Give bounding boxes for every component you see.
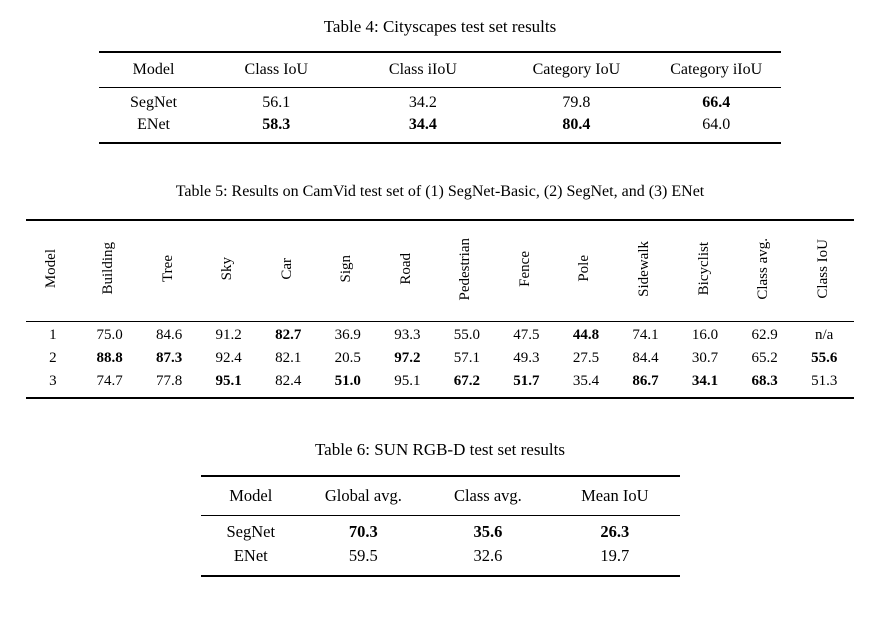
table4-cityscapes-results xyxy=(99,51,781,144)
column-header xyxy=(80,220,140,322)
column-header: Model xyxy=(201,476,302,516)
column-header xyxy=(318,220,378,322)
column-header: Class avg. xyxy=(426,476,551,516)
value-cell: 59.5 xyxy=(348,545,378,565)
model-cell: SegNet xyxy=(226,521,276,541)
value-cell: 34.2 xyxy=(408,94,437,112)
value-cell: 86.7 xyxy=(632,373,659,390)
table-row xyxy=(201,544,680,576)
value-cell: 26.3 xyxy=(600,521,630,541)
table6-caption: Table 6: SUN RGB-D test set results xyxy=(314,440,565,460)
value-cell: 66.4 xyxy=(702,94,731,112)
value-cell: 51.3 xyxy=(811,373,838,390)
rotated-column-header-label: Sign xyxy=(338,254,355,283)
table-row xyxy=(26,322,854,348)
value-cell: 65.2 xyxy=(751,350,778,367)
table4-header-row xyxy=(99,52,781,88)
value-cell: 80.4 xyxy=(562,116,591,134)
rotated-column-header-label: Pole xyxy=(576,255,593,283)
value-cell: 92.4 xyxy=(215,350,242,367)
rotated-column-header-label: Model xyxy=(43,249,60,289)
table6-header-row xyxy=(201,476,680,516)
value-cell: 20.5 xyxy=(334,350,361,367)
column-header: Class IoU xyxy=(208,52,344,88)
value-cell: 51.0 xyxy=(334,373,361,390)
model-cell: SegNet xyxy=(130,94,178,112)
rotated-column-header-label: Sidewalk xyxy=(636,240,652,297)
column-header xyxy=(794,220,854,322)
value-cell: 16.0 xyxy=(691,327,719,344)
value-cell: 27.5 xyxy=(572,350,600,367)
value-cell: 95.1 xyxy=(215,373,242,390)
value-cell: 35.4 xyxy=(572,373,600,390)
value-cell: 88.8 xyxy=(96,350,123,367)
table-row xyxy=(26,370,854,398)
value-cell: 44.8 xyxy=(572,327,600,344)
value-cell: 19.7 xyxy=(600,545,630,565)
value-cell: 68.3 xyxy=(751,373,778,390)
value-cell: 82.4 xyxy=(275,373,302,390)
table-row xyxy=(26,347,854,370)
column-header: Category iIoU xyxy=(651,52,781,88)
value-cell: 74.1 xyxy=(632,327,659,344)
rotated-column-header-label: Car xyxy=(278,257,295,280)
model-cell: ENet xyxy=(137,116,170,134)
value-cell: 67.2 xyxy=(453,373,480,390)
table5-header-row xyxy=(26,220,854,322)
value-cell: 70.3 xyxy=(348,521,378,541)
column-header xyxy=(616,220,676,322)
value-cell: 32.6 xyxy=(473,545,503,565)
value-cell: 82.1 xyxy=(275,350,302,367)
column-header xyxy=(437,220,497,322)
value-cell: 49.3 xyxy=(513,350,540,367)
value-cell: 55.0 xyxy=(453,327,480,344)
column-header: Global avg. xyxy=(301,476,426,516)
table-row xyxy=(99,88,781,115)
column-header xyxy=(556,220,616,322)
value-cell: 34.4 xyxy=(408,116,437,134)
value-cell: 35.6 xyxy=(473,521,503,541)
value-cell: 64.0 xyxy=(702,116,731,134)
value-cell: 55.6 xyxy=(811,350,838,367)
value-cell: 75.0 xyxy=(96,327,123,344)
value-cell: 93.3 xyxy=(394,327,421,344)
column-header xyxy=(139,220,199,322)
column-header xyxy=(378,220,438,322)
value-cell: n/a xyxy=(815,327,834,344)
column-header xyxy=(199,220,259,322)
table5-caption: Table 5: Results on CamVid test set of (1) SegNet-Basic, (2) SegNet, and (3) ENet xyxy=(175,183,705,201)
rotated-column-header-label: Pedestrian xyxy=(457,237,474,300)
value-cell: 79.8 xyxy=(562,94,591,112)
value-cell: 51.7 xyxy=(513,373,540,390)
value-cell: 95.1 xyxy=(394,373,421,390)
table5-camvid-results xyxy=(26,219,854,399)
value-cell: 84.6 xyxy=(156,327,183,344)
rotated-column-header-label: Building xyxy=(100,242,117,295)
column-header: Model xyxy=(99,52,208,88)
value-cell: 87.3 xyxy=(156,350,183,367)
column-header: Mean IoU xyxy=(550,476,679,516)
value-cell: 74.7 xyxy=(96,373,123,390)
value-cell: 82.7 xyxy=(275,327,302,344)
table6-sunrgbd-results xyxy=(201,475,680,577)
rotated-column-header-label: Class IoU xyxy=(814,238,831,299)
column-header xyxy=(258,220,318,322)
value-cell: 30.7 xyxy=(691,350,719,367)
value-cell: 58.3 xyxy=(262,116,291,134)
table-row xyxy=(99,114,781,143)
value-cell: 77.8 xyxy=(156,373,183,390)
model-cell: 2 xyxy=(49,350,57,367)
value-cell: 62.9 xyxy=(751,327,778,344)
model-cell: 1 xyxy=(49,327,57,344)
value-cell: 91.2 xyxy=(215,327,242,344)
value-cell: 47.5 xyxy=(513,327,540,344)
table4-caption: Table 4: Cityscapes test set results xyxy=(323,17,557,36)
column-header: Category IoU xyxy=(501,52,651,88)
rotated-column-header-label: Fence xyxy=(516,250,533,287)
column-header xyxy=(675,220,735,322)
column-header: Class iIoU xyxy=(345,52,502,88)
value-cell: 84.4 xyxy=(632,350,659,367)
rotated-column-header-label: Tree xyxy=(159,255,176,283)
value-cell: 56.1 xyxy=(262,94,291,112)
value-cell: 34.1 xyxy=(691,373,719,390)
value-cell: 36.9 xyxy=(334,327,361,344)
model-cell: 3 xyxy=(49,373,57,390)
rotated-column-header-label: Road xyxy=(397,252,414,285)
rotated-column-header-label: Class avg. xyxy=(755,237,772,300)
column-header xyxy=(26,220,80,322)
value-cell: 57.1 xyxy=(453,350,480,367)
column-header xyxy=(497,220,557,322)
model-cell: ENet xyxy=(233,545,268,565)
column-header xyxy=(735,220,795,322)
table-row xyxy=(201,515,680,544)
rotated-column-header-label: Bicyclist xyxy=(695,242,712,296)
value-cell: 97.2 xyxy=(394,350,421,367)
rotated-column-header-label: Sky xyxy=(219,257,236,281)
